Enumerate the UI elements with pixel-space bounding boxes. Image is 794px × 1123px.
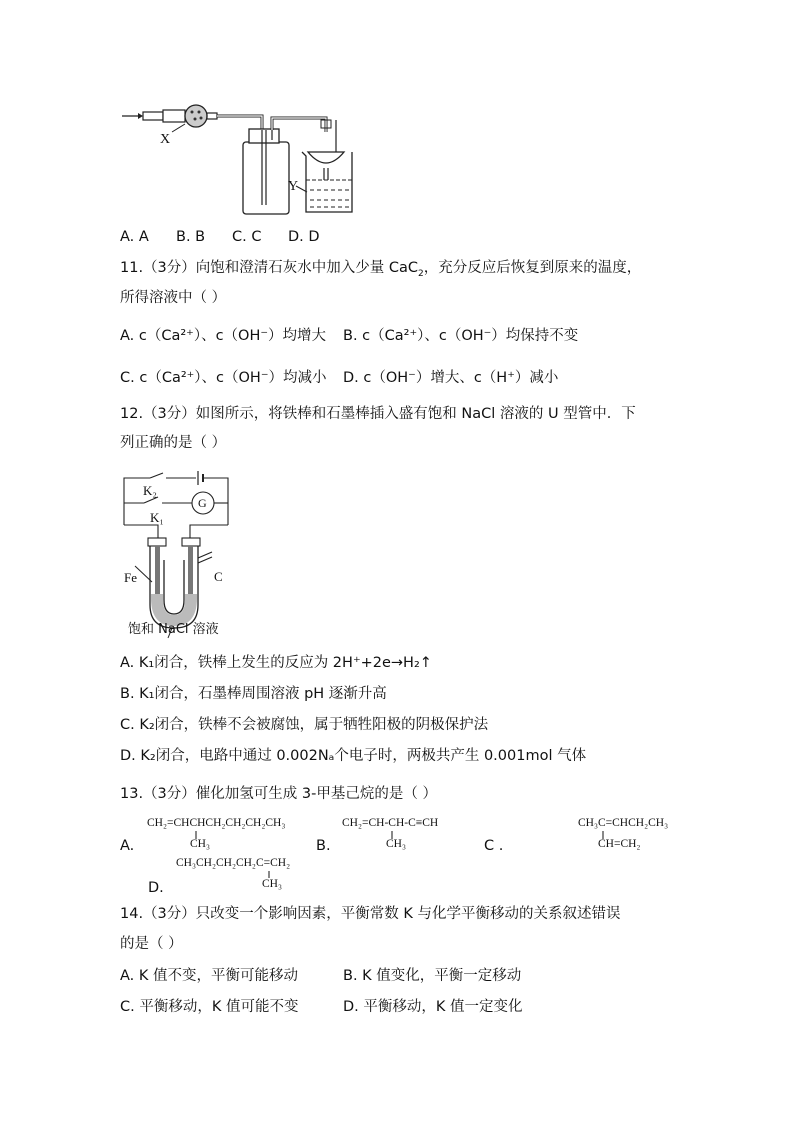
q14-option-d: D. 平衡移动，K 值一定变化: [343, 999, 523, 1015]
q13-c-main-chain: CH₃C=CHCH₂CH₃: [578, 817, 669, 829]
q10-option-b: B. B: [176, 229, 206, 245]
q11-option-b: B. c（Ca²⁺）、c（OH⁻）均保持不变: [343, 328, 579, 344]
fe-label: Fe: [124, 570, 137, 585]
q13-d-main-chain: CH₃CH₂CH₂CH₂C=CH₂: [176, 857, 291, 869]
q13-option-c-label: C .: [484, 838, 504, 854]
q13-a-branch: CH₃: [190, 838, 210, 850]
q11-stem-line2: 所得溶液中（ ）: [120, 290, 227, 306]
q12-option-d: D. K₂闭合，电路中通过 0.002Nₐ个电子时，两极共产生 0.001mol 气体: [120, 748, 587, 764]
q13-d-branch: CH₃: [262, 878, 282, 890]
q12-option-a: A. K₁闭合，铁棒上发生的反应为 2H⁺+2e→H₂↑: [120, 655, 432, 671]
q13-b-branch: CH₃: [386, 838, 406, 850]
label-y: Y: [288, 179, 299, 194]
label-x: X: [160, 132, 171, 147]
q11-option-d: D. c（OH⁻）增大、c（H⁺）减小: [343, 370, 559, 386]
q13-c-branch: CH=CH₂: [598, 838, 641, 850]
k2-label: K₂: [143, 483, 157, 498]
q11-stem: 11.（3分）向饱和澄清石灰水中加入少量 CaC$_2$，充分反应后恢复到原来的温度，: [120, 260, 642, 279]
q13-option-a-label: A.: [120, 838, 135, 854]
q14-option-c: C. 平衡移动，K 值可能不变: [120, 999, 299, 1015]
q12-stem-line2: 列正确的是（ ）: [120, 435, 227, 451]
q10-option-d: D. D: [288, 229, 320, 245]
q12-option-c: C. K₂闭合，铁棒不会被腐蚀，属于牺牲阳极的阴极保护法: [120, 717, 489, 733]
q12-stem: 12.（3分）如图所示，将铁棒和石墨棒插入盛有饱和 NaCl 溶液的 U 型管中．下: [120, 406, 636, 422]
q13-stem: 13.（3分）催化加氢可生成 3-甲基己烷的是（ ）: [120, 786, 437, 802]
q13-b-main-chain: CH₂=CH-CH-C≡CH: [342, 817, 439, 829]
q10-option-c: C. C: [232, 229, 262, 245]
q13-option-d-label: D.: [148, 880, 164, 896]
q11-option-a: A. c（Ca²⁺）、c（OH⁻）均增大: [120, 328, 327, 344]
q13-option-b-label: B.: [316, 838, 331, 854]
q11-option-c: C. c（Ca²⁺）、c（OH⁻）均减小: [120, 370, 327, 386]
q12-option-b: B. K₁闭合，石墨棒周围溶液 pH 逐渐升高: [120, 686, 387, 702]
galvanometer-label: G: [198, 496, 207, 510]
q14-option-b: B. K 值变化，平衡一定移动: [343, 968, 522, 984]
k1-label: K₁: [150, 510, 164, 525]
c-label: C: [214, 569, 223, 584]
q14-option-a: A. K 值不变，平衡可能移动: [120, 968, 298, 984]
q13-a-main-chain: CH₂=CHCHCH₂CH₂CH₂CH₃: [147, 817, 286, 829]
q14-stem-line2: 的是（ ）: [120, 936, 183, 952]
u-tube-caption: 饱和 NaCl 溶液: [128, 622, 219, 637]
q14-stem: 14.（3分）只改变一个影响因素，平衡常数 K 与化学平衡移动的关系叙述错误: [120, 906, 621, 922]
q10-option-a: A. A: [120, 229, 149, 245]
